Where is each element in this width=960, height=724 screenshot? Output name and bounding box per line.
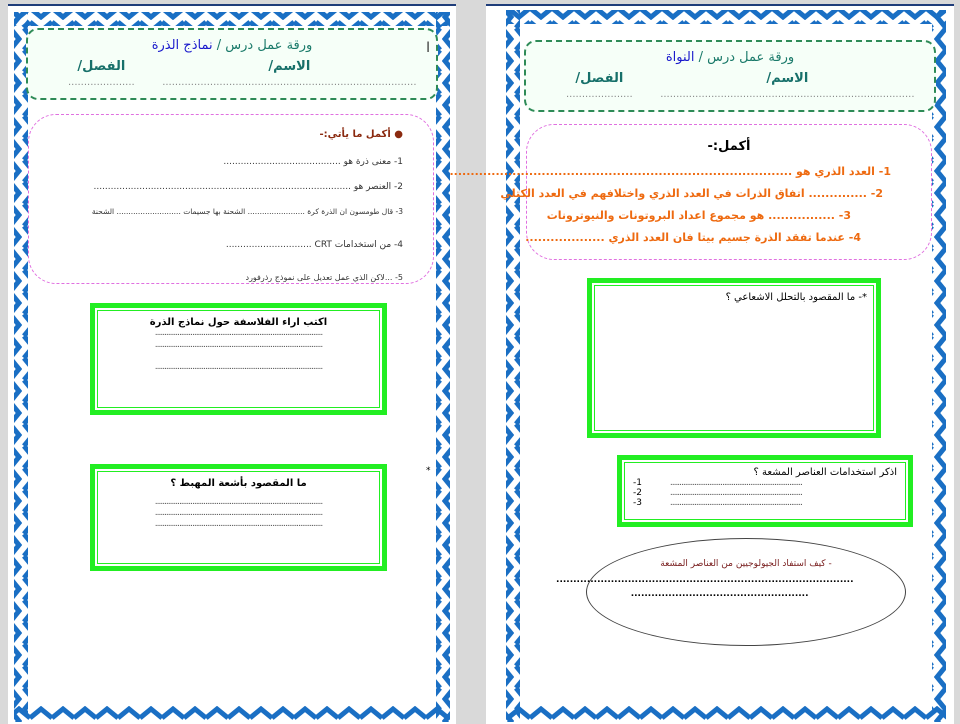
geologists-question-ellipse	[556, 538, 906, 646]
name-field[interactable]: ................................................................................	[162, 77, 417, 88]
ellipse-title: - كيف استفاد الجيولوجيين من العناصر المشعة	[660, 559, 832, 569]
box-title: اكتب اراء الفلاسفة حول نماذج الذرة	[149, 317, 328, 328]
question-item: 3- ................ هو مجموع اعداد البروتونات والنيوترونات	[546, 209, 851, 222]
stray-mark: *	[426, 466, 431, 476]
worksheet-page-nucleus	[449, 4, 954, 724]
title-prefix: ورقة عمل درس /	[698, 50, 795, 65]
title-topic: النواة	[665, 50, 695, 65]
answer-line[interactable]: .......................................................................	[669, 498, 802, 508]
class-label: الفصل/	[77, 59, 126, 74]
question-item: 4- عندما تفقد الذرة جسيم بيتا فان العدد الذري ...................	[525, 231, 861, 244]
answer-line[interactable]: .......................................................................	[669, 488, 802, 498]
box-title: ما المقصود بأشعة المهبط ؟	[170, 478, 307, 489]
class-label: الفصل/	[575, 71, 624, 86]
item-number: 3-	[633, 498, 642, 508]
answer-line[interactable]: ..........................................................................................	[154, 508, 323, 518]
answer-line[interactable]: .......................................................................................	[556, 575, 854, 585]
question-item: 2- العنصر هو ..........................................................................................	[93, 182, 403, 192]
answer-line[interactable]: ..........................................................................................	[154, 328, 323, 338]
class-field[interactable]: .....................	[67, 77, 135, 88]
worksheet-header	[524, 40, 936, 112]
class-field[interactable]: .....................	[565, 89, 633, 100]
answer-line[interactable]: ....................................................	[630, 589, 809, 599]
worksheet-header	[26, 28, 438, 100]
name-label: الاسم/	[268, 59, 311, 74]
question-item: 2- .............. اتفاق الذرات في العدد الذري واختلافهم في العدد الكتلي	[500, 187, 883, 200]
title-topic: نماذج الذرة	[151, 38, 213, 53]
question-item: 5- ...لاكن الذي عمل تعديل على نموذج رذرفورد	[245, 273, 403, 282]
item-number: 2-	[633, 488, 642, 498]
answer-line[interactable]: ..........................................................................................	[154, 362, 323, 372]
answer-line[interactable]: ..........................................................................................	[154, 340, 323, 350]
box-title: اذكر استخدامات العناصر المشعة ؟	[753, 467, 897, 478]
radioactive-decay-box	[588, 279, 880, 437]
title-prefix: ورقة عمل درس /	[216, 38, 313, 53]
complete-section	[449, 124, 932, 260]
answer-line[interactable]: ..........................................................................................	[154, 497, 323, 507]
complete-heading: ● أكمل ما يأتي:-	[319, 129, 403, 140]
header-marker: ا	[426, 40, 430, 56]
worksheet-title	[28, 38, 436, 53]
heading-text: أكمل ما يأتي:-	[319, 129, 391, 140]
question-item: 3- قال طومسون ان الذرة كرة ........................ الشحنة بها جسيمات ........................... الشحنة	[91, 207, 403, 216]
box-title: *- ما المقصود بالتحلل الاشعاعي ؟	[725, 292, 867, 303]
radioactive-uses-box	[618, 456, 912, 526]
question-item: 1- العدد الذري هو ..................................................................................	[449, 165, 891, 178]
complete-heading: أكمل:-	[707, 139, 751, 154]
answer-line[interactable]: ..........................................................................................	[154, 519, 323, 529]
name-label: الاسم/	[766, 71, 809, 86]
complete-section	[28, 114, 434, 284]
question-item: 4- من استخدامات CRT ..............................	[225, 240, 403, 250]
philosophers-box	[91, 304, 386, 414]
answer-line[interactable]: .......................................................................	[669, 478, 802, 488]
name-field[interactable]: ................................................................................	[660, 89, 915, 100]
question-item: 1- معنى ذرة هو .........................................	[223, 157, 403, 167]
worksheet-title	[526, 50, 934, 65]
worksheet-page-atomic-models	[8, 4, 456, 724]
cathode-rays-box	[91, 465, 386, 570]
item-number: 1-	[633, 478, 642, 488]
